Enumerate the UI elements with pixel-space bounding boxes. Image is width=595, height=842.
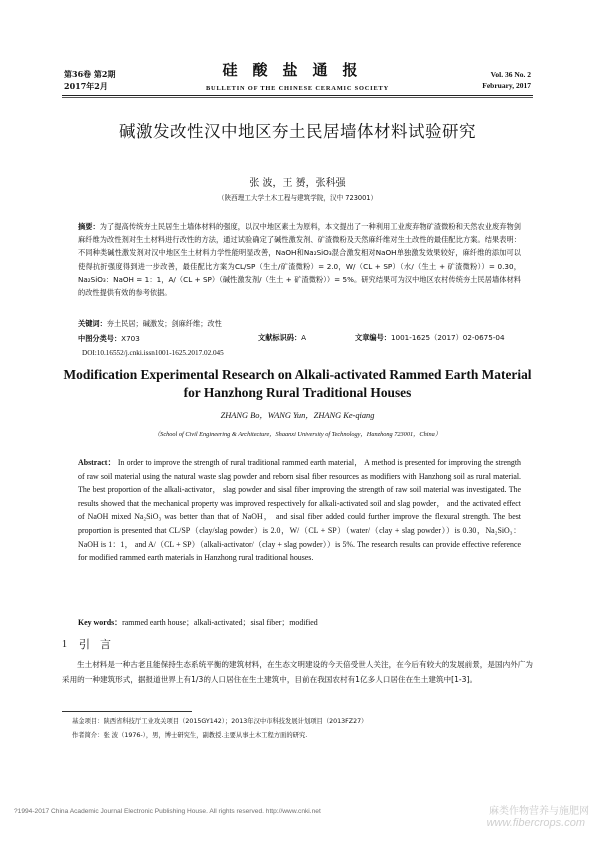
abstract-en-text: In order to improve the strength of rural traditional rammed earth material， A method is presented for improving the strength of raw soil material using the natural waste slag powder and reborn sisal fiber resources as modifiers with Hanzhong soil as rural material. The best proportion of the alkali-activator， slag powder and sisal fiber improving the strength of raw soil material was investigated. The results showed that the mechanical property was improved respectively for alkali-activated soil and slag powder， and the activated effect of NaOH mixed Na₂SiO₃ was better than that of NaOH， and sisal fiber added could further improve the flexural strength. The best proportion is presented that CL/SP（clay/slag powder）is 2.0，W/（CL + SP）（water/（clay + slag powder））is 0.30，Na₂SiO₃：NaOH is 1：1， and A/（CL + SP）（alkali-activator/（clay + slag powder））is 5%. The research results can provide effective reference for modified rammed earth materials in Hanzhong rural traditional houses. xyxy=(78,458,521,563)
affiliation-en: （School of Civil Engineering & Architecture，Shaanxi University of Technology，Hanzhong 723001，China） xyxy=(153,431,442,438)
section-number: 1 xyxy=(62,639,67,650)
introduction-paragraph: 生土材料是一种古老且能保持生态系统平衡的建筑材料，在生态文明建设的今天倍受世人关注，在今后有较大的发展前景，是国内外广为采用的一种建筑形式，据报道世界上有1/3的人口居住在生土建筑中，目前在我国农村有1亿多人口居住在生土建筑中[1-3]。 xyxy=(62,660,533,684)
authors-cn: 张 波，王 赟，张科强 xyxy=(249,178,346,189)
header-rule-bottom xyxy=(62,97,533,98)
volume-issue-en: Vol. 36 No. 2 xyxy=(490,70,531,79)
journal-name-en: BULLETIN OF THE CHINESE CERAMIC SOCIETY xyxy=(205,85,389,92)
clc-value: X703 xyxy=(121,334,140,343)
running-header-right xyxy=(482,69,531,91)
clc-number xyxy=(78,333,140,345)
header-rule-top xyxy=(62,95,533,96)
abstract-cn-text: 为了提高传统夯土民居生土墙体材料的强度，以汉中地区素土为原料，本文提出了一种利用工业废弃物矿渣微粉和天然农业废弃物剑麻纤维为改性剂对生土材料进行改性的方法，通过试验确定了碱性激发剂、矿渣微粉及天然麻纤维对生土改性的最佳配比方案。结果表明：不同种类碱性激发剂对汉中地区生土材料力学性能明显改善，NaOH和Na₂SiO₃混合激发相对NaOH单独激发效果较好，麻纤维的添加可以使得抗折强度得到进一步改善，最佳配比方案为CL/SP（生土/矿渣微粉）= 2.0，W/（CL + SP）（水/（生土 + 矿渣微粉））= 0.30，Na₂SiO₃：NaOH = 1：1，A/（CL + SP）（碱性激发剂/（生土 + 矿渣微粉））= 5%。研究结果可为汉中地区农村传统夯土民居墙体材料的改性提供有效的参考依据。 xyxy=(78,222,521,298)
doi[interactable]: DOI:10.16552/j.cnki.issn1001-1625.2017.02.045 xyxy=(82,349,224,357)
doc-code-value: A xyxy=(301,333,307,342)
funding-footnote: 基金项目：陕西省科技厅工业攻关项目（2015GY142）；2013年汉中市科技发展计划项目（2013FZ27） xyxy=(72,718,368,725)
running-header-left xyxy=(64,68,115,92)
abstract-cn xyxy=(78,220,521,299)
date-en: February, 2017 xyxy=(482,81,531,90)
author-bio-footnote: 作者简介：张 波（1976-），男，博士研究生，副教授.主要从事土木工程方面的研究. xyxy=(72,732,308,739)
document-code xyxy=(258,333,306,343)
paper-title-cn: 碱激发改性汉中地区夯土民居墙体材料试验研究 xyxy=(119,122,476,141)
keywords-en-text: rammed earth house；alkali-activated；sisal fiber；modified xyxy=(122,618,318,627)
doc-code-label: 文献标识码： xyxy=(258,333,302,342)
abstract-en-label: Abstract： xyxy=(78,458,116,467)
abstract-en xyxy=(78,456,521,565)
authors-en: ZHANG Bo，WANG Yun，ZHANG Ke-qiang xyxy=(220,411,375,420)
watermark-cn: 麻类作物营养与施肥网 xyxy=(489,806,589,817)
journal-masthead xyxy=(170,60,425,93)
affiliation-cn: （陕西理工大学土木工程与建筑学院，汉中 723001） xyxy=(217,194,378,202)
paper-title-en: Modification Experimental Research on Alkali-activated Rammed Earth Material for Hanzhong Rural Traditional Houses xyxy=(63,367,532,400)
abstract-cn-label: 摘要： xyxy=(78,222,100,231)
journal-name-cn: 硅酸盐通报 xyxy=(222,61,373,79)
article-no-label: 文章编号： xyxy=(355,333,391,342)
keywords-cn-label: 关键词： xyxy=(78,319,107,328)
article-no-value: 1001-1625（2017）02-0675-04 xyxy=(390,333,505,342)
keywords-cn xyxy=(78,318,521,330)
volume-issue-cn: 第36卷 第2期 xyxy=(64,69,116,79)
copyright-footer: ?1994-2017 China Academic Journal Electronic Publishing House. All rights reserved. http://www.cnki.net xyxy=(14,808,321,815)
footnote-rule xyxy=(62,711,192,712)
watermark-url: www.fibercrops.com xyxy=(486,817,585,829)
clc-label: 中图分类号： xyxy=(78,334,122,343)
keywords-en xyxy=(78,617,521,629)
date-cn: 2017年2月 xyxy=(64,81,108,91)
keywords-cn-text: 夯土民居；碱激发；剑麻纤维；改性 xyxy=(106,319,222,328)
article-number xyxy=(355,333,505,343)
section-title: 引言 xyxy=(79,638,121,651)
keywords-en-label: Key words： xyxy=(78,618,123,627)
